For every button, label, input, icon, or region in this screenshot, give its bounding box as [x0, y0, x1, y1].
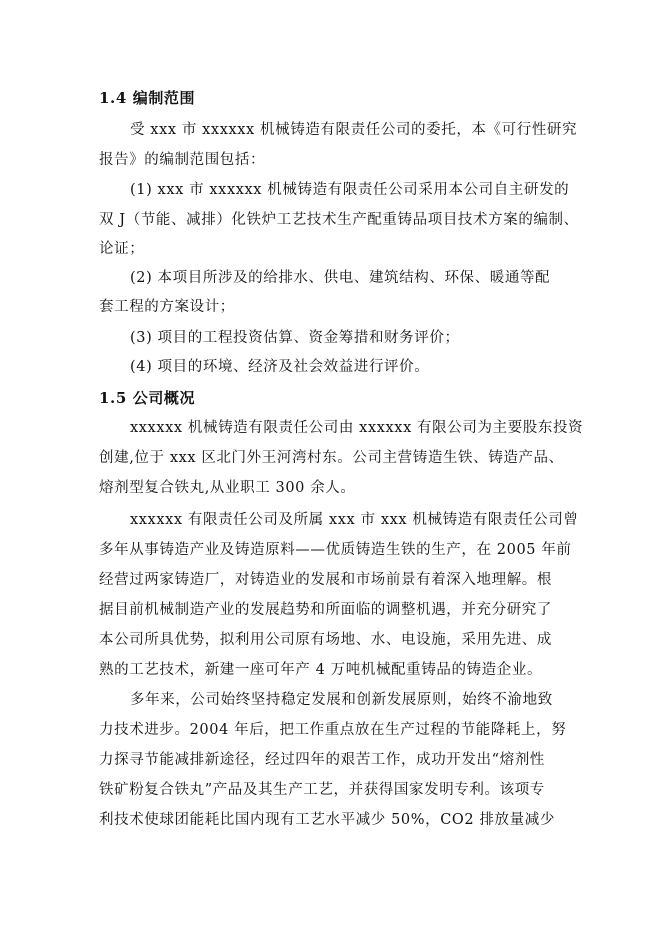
scope-item-1-line-2: 双 J（节能、减排）化铁炉工艺技术生产配重铸品项目技术方案的编制、	[99, 212, 579, 228]
company-para-2-line-6: 熟的工艺技术，新建一座可年产 4 万吨机械配重铸品的铸造企业。	[99, 662, 543, 678]
company-para-2-line-4: 据目前机械制造产业的发展趋势和所面临的调整机遇，并充分研究了	[99, 602, 552, 618]
scope-item-1-line-3: 论证；	[99, 241, 145, 257]
company-para-3-line-3: 力探寻节能减排新途径，经过四年的艰苦工作，成功开发出“熔剂性	[99, 752, 545, 768]
company-para-2-line-3: 经营过两家铸造厂，对铸造业的发展和市场前景有着深入地理解。根	[99, 572, 552, 588]
intro-line-2: 报告》的编制范围包括：	[99, 152, 266, 168]
company-para-1-line-2: 创建,位于 xxx 区北门外王河湾村东。公司主营铸造生铁、铸造产品、	[99, 450, 564, 466]
company-para-2-line-5: 本公司所具优势，拟利用公司原有场地、水、电设施，采用先进、成	[99, 632, 552, 648]
section-heading-1-4: 1.4 编制范围	[99, 89, 196, 107]
company-para-1-line-3: 熔剂型复合铁丸,从业职工 300 余人。	[99, 480, 356, 496]
section-heading-1-5: 1.5 公司概况	[99, 389, 196, 407]
scope-item-2-line-1: (2) 本项目所涉及的给排水、供电、建筑结构、环保、暖通等配	[130, 270, 551, 286]
scope-item-4: (4) 项目的环境、经济及社会效益进行评价。	[130, 359, 430, 375]
company-para-2-line-2: 多年从事铸造产业及铸造原料——优质铸造生铁的生产，在 2005 年前	[99, 542, 572, 558]
company-para-2-line-1: xxxxxx 有限责任公司及所属 xxx 市 xxx 机械铸造有限责任公司曾	[130, 512, 579, 528]
company-para-3-line-2: 力技术进步。2004 年后，把工作重点放在生产过程的节能降耗上，努	[99, 722, 567, 738]
intro-line-1: 受 xxx 市 xxxxxx 机械铸造有限责任公司的委托，本《可行性研究	[130, 122, 578, 138]
scope-item-1-line-1: (1) xxx 市 xxxxxx 机械铸造有限责任公司采用本公司自主研发的	[130, 182, 570, 198]
scope-item-3: (3) 项目的工程投资估算、资金筹措和财务评价；	[130, 330, 460, 346]
scope-item-2-line-2: 套工程的方案设计；	[99, 299, 235, 315]
company-para-3-line-5: 利技术使球团能耗比国内现有工艺水平减少 50%，CO2 排放量减少	[99, 812, 555, 828]
company-para-3-line-4: 铁矿粉复合铁丸”产品及其生产工艺，并获得国家发明专利。该项专	[99, 782, 545, 798]
company-para-3-line-1: 多年来，公司始终坚持稳定发展和创新发展原则，始终不渝地致	[130, 692, 553, 708]
company-para-1-line-1: xxxxxx 机械铸造有限责任公司由 xxxxxx 有限公司为主要股东投资	[130, 420, 584, 436]
